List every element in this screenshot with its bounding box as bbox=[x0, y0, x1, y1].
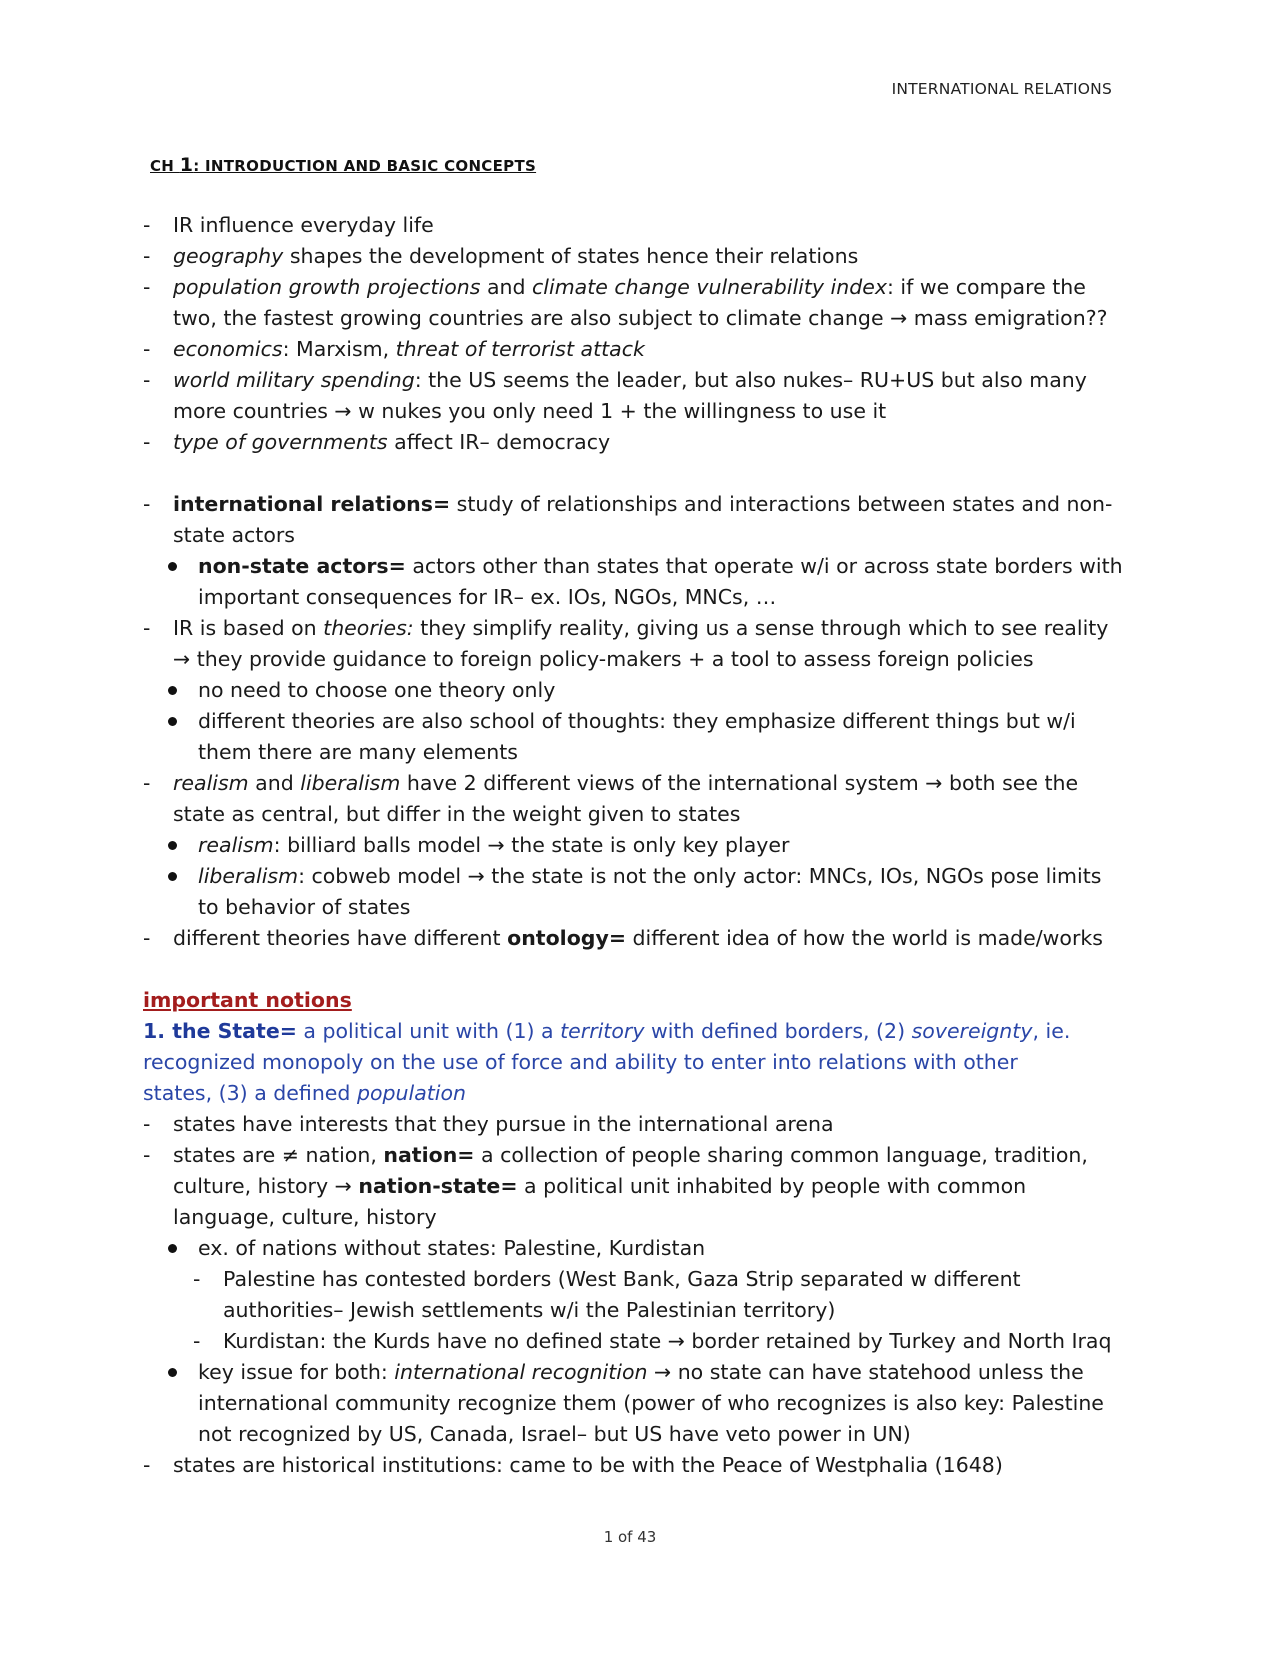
sub-list-item: realism: billiard balls model → the state is only key player bbox=[143, 830, 1133, 861]
dash-marker: - bbox=[193, 1267, 201, 1291]
bullet-dot-icon bbox=[168, 706, 188, 737]
list-item: - economics: Marxism, threat of terrorist attack bbox=[143, 334, 1133, 365]
dash-marker: - bbox=[143, 213, 151, 237]
notes-body bbox=[143, 210, 1133, 1481]
sub-list-item: liberalism: cobweb model → the state is not the only actor: MNCs, IOs, NGOs pose limits to behavior of states bbox=[143, 861, 1133, 923]
dash-marker: - bbox=[143, 492, 151, 516]
list-item: - states are ≠ nation, nation= a collection of people sharing common language, tradition, culture, history → nation-state= a political unit inhabited by people with common language, culture, history bbox=[143, 1140, 1133, 1233]
list-item: - realism and liberalism have 2 different views of the international system → both see the state as central, but differ in the weight given to states bbox=[143, 768, 1133, 830]
list-item: - geography shapes the development of states hence their relations bbox=[143, 241, 1133, 272]
list-item: - IR is based on theories: they simplify reality, giving us a sense through which to see reality → they provide guidance to foreign policy-makers + a tool to assess foreign policies bbox=[143, 613, 1133, 675]
bullet-dot-icon bbox=[168, 1233, 188, 1264]
sub-sub-list-item: - Palestine has contested borders (West Bank, Gaza Strip separated w different authorities– Jewish settlements w/i the Palestinian territory) bbox=[143, 1264, 1133, 1326]
list-item: - international relations= study of relationships and interactions between states and non- state actors bbox=[143, 489, 1133, 551]
dash-marker: - bbox=[143, 430, 151, 454]
sub-list-item: key issue for both: international recognition → no state can have statehood unless the international community recognize them (power of who recognizes is also key: Palestine not recognized by US, Canada, Israel– but US have veto power in UN) bbox=[143, 1357, 1133, 1450]
dash-marker: - bbox=[143, 926, 151, 950]
bullet-dot-icon bbox=[168, 830, 188, 861]
list-item: - states have interests that they pursue in the international arena bbox=[143, 1109, 1133, 1140]
dash-marker: - bbox=[143, 275, 151, 299]
dash-marker: - bbox=[143, 244, 151, 268]
dash-marker: - bbox=[143, 771, 151, 795]
sub-sub-list-item: - Kurdistan: the Kurds have no defined state → border retained by Turkey and North Iraq bbox=[143, 1326, 1133, 1357]
bullet-dot-icon bbox=[168, 551, 188, 582]
dash-marker: - bbox=[143, 368, 151, 392]
list-item: - states are historical institutions: came to be with the Peace of Westphalia (1648) bbox=[143, 1450, 1133, 1481]
section-title: important notions bbox=[143, 988, 352, 1012]
list-item: - population growth projections and climate change vulnerability index: if we compare the two, the fastest growing countries are also subject to climate change → mass emigration?? bbox=[143, 272, 1133, 334]
page-header: INTERNATIONAL RELATIONS bbox=[891, 80, 1112, 98]
state-definition: 1. the State= a political unit with (1) a territory with defined borders, (2) sovereignty, ie. recognized monopoly on the use of force and ability to enter into relations with other states, (3) a defined population bbox=[143, 1019, 1071, 1105]
bullet-dot-icon bbox=[168, 861, 188, 892]
sub-list-item: no need to choose one theory only bbox=[143, 675, 1133, 706]
sub-list-item: non-state actors= actors other than states that operate w/i or across state borders with important consequences for IR– ex. IOs, NGOs, MNCs, … bbox=[143, 551, 1133, 613]
dash-marker: - bbox=[143, 616, 151, 640]
list-item: - IR influence everyday life bbox=[143, 210, 1133, 241]
dash-marker: - bbox=[143, 1112, 151, 1136]
sub-list-item: different theories are also school of thoughts: they emphasize different things but w/i them there are many elements bbox=[143, 706, 1133, 768]
list-item: - world military spending: the US seems the leader, but also nukes– RU+US but also many more countries → w nukes you only need 1 + the willingness to use it bbox=[143, 365, 1133, 427]
dash-marker: - bbox=[143, 337, 151, 361]
list-item: - different theories have different ontology= different idea of how the world is made/works bbox=[143, 923, 1133, 954]
sub-list-item: ex. of nations without states: Palestine, Kurdistan bbox=[143, 1233, 1133, 1264]
dash-marker: - bbox=[143, 1143, 151, 1167]
page-number: 1 of 43 bbox=[603, 1528, 657, 1546]
list-item: - type of governments affect IR– democracy bbox=[143, 427, 1133, 458]
bullet-dot-icon bbox=[168, 675, 188, 706]
chapter-title: CH 1: INTRODUCTION AND BASIC CONCEPTS bbox=[150, 154, 537, 176]
dash-marker: - bbox=[143, 1453, 151, 1477]
bullet-dot-icon bbox=[168, 1357, 188, 1388]
dash-marker: - bbox=[193, 1329, 201, 1353]
